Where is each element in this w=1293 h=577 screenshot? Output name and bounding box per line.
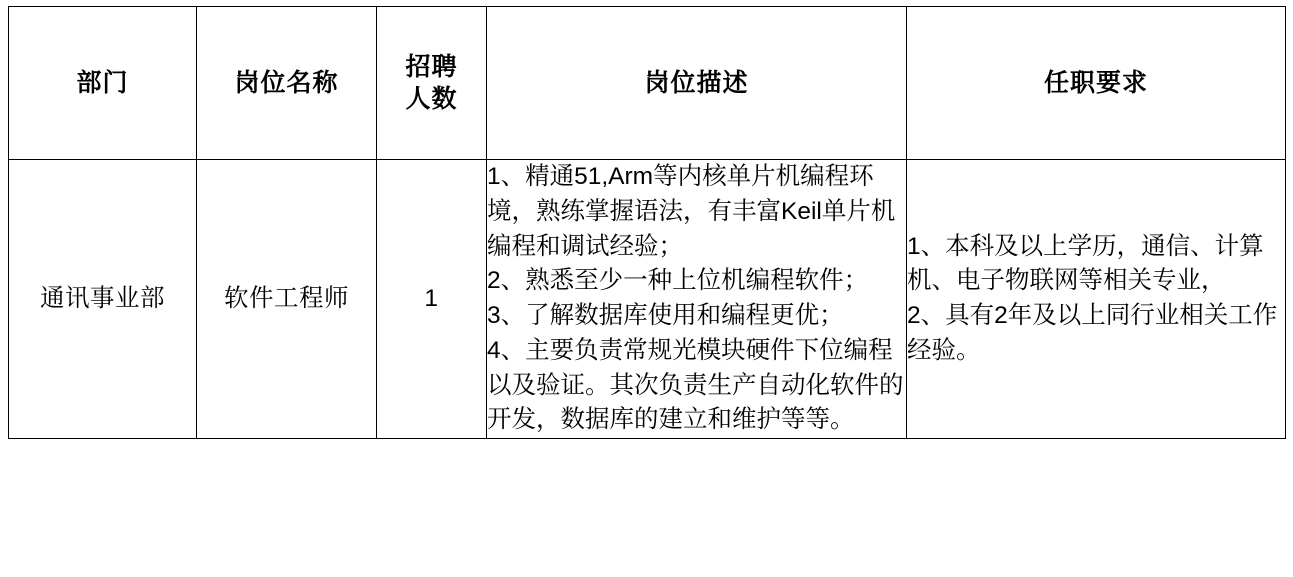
column-header-department-line-1: 部门: [76, 69, 129, 97]
cell-headcount: 1: [377, 160, 487, 439]
table-header: [9, 7, 1286, 160]
job-description-text: 1、精通51,Arm等内核单片机编程环境，熟练掌握语法，有丰富Keil单片机编程和调试经验； 2、熟悉至少一种上位机编程软件； 3、了解数据库使用和编程更优； 4、主要负责常规光模块硬件下位编程以及验证。其次负责生产自动化软件的开发，数据库的建立和维护等等。: [487, 163, 904, 434]
table-body: [9, 160, 1286, 439]
column-header-headcount-line-1: 招聘: [405, 53, 458, 81]
column-header-headcount: [377, 7, 487, 160]
column-header-job-title: [197, 7, 377, 160]
column-header-job-description-line-1: 岗位描述: [644, 69, 749, 97]
cell-requirements: [907, 160, 1286, 439]
column-header-department: [9, 7, 197, 160]
recruitment-table: [8, 6, 1286, 439]
column-header-job-description: [487, 7, 907, 160]
requirements-text: 1、本科及以上学历，通信、计算机、电子物联网等相关专业， 2、具有2年及以上同行业相关工作经验。: [907, 232, 1278, 364]
column-header-requirements-line-1: 任职要求: [1043, 69, 1148, 97]
column-header-job-title-line-1: 岗位名称: [234, 69, 339, 97]
cell-job-title: 软件工程师: [197, 160, 377, 439]
cell-job-description: [487, 160, 907, 439]
column-header-requirements: [907, 7, 1286, 160]
table-header-row: [9, 7, 1286, 160]
column-header-headcount-line-2: 人数: [405, 85, 458, 113]
table-row: [9, 160, 1286, 439]
cell-department: 通讯事业部: [9, 160, 197, 439]
